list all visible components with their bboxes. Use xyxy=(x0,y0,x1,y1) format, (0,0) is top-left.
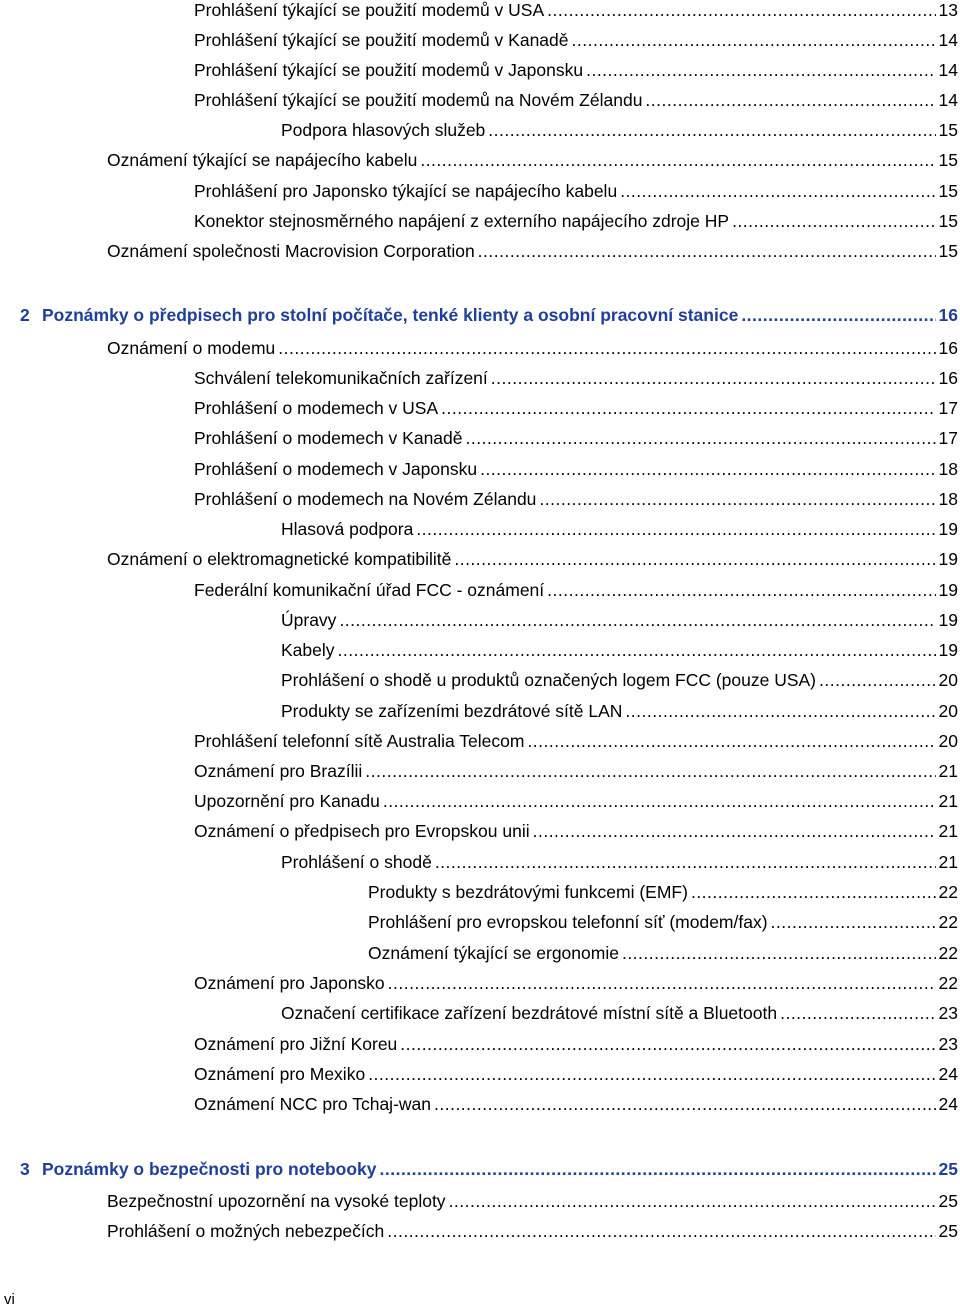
toc-title: Schválení telekomunikačních zařízení xyxy=(194,368,488,388)
page-number: vi xyxy=(4,1291,15,1308)
toc-title: Oznámení pro Jižní Koreu xyxy=(194,1034,398,1054)
toc-dot-leader xyxy=(368,1062,935,1086)
toc-title: Oznámení pro Mexiko xyxy=(194,1064,366,1084)
toc-dot-leader xyxy=(819,668,936,692)
toc-dot-leader xyxy=(416,517,935,541)
toc-entry[interactable] xyxy=(281,608,958,632)
toc-page-number: 14 xyxy=(938,30,958,50)
toc-dot-leader xyxy=(732,209,935,233)
toc-dot-leader xyxy=(338,638,936,662)
toc-page-number: 21 xyxy=(938,791,958,811)
toc-dot-leader xyxy=(780,1001,935,1025)
toc-title: Prohlášení o shodě xyxy=(281,852,432,872)
toc-entry[interactable] xyxy=(194,179,958,203)
toc-page-number: 23 xyxy=(938,1034,958,1054)
toc-entry[interactable] xyxy=(107,547,958,571)
toc-page-number: 19 xyxy=(938,519,958,539)
toc-page-number: 17 xyxy=(938,398,958,418)
toc-title: Bezpečnostní upozornění na vysoké teploty xyxy=(107,1191,446,1211)
toc-dot-leader xyxy=(441,396,935,420)
toc-dot-leader xyxy=(435,850,936,874)
toc-dot-leader xyxy=(420,148,935,172)
toc-dot-leader xyxy=(488,118,935,142)
toc-dot-leader xyxy=(434,1092,936,1116)
toc-title: Označení certifikace zařízení bezdrátové místní sítě a Bluetooth xyxy=(281,1003,778,1023)
toc-page-number: 22 xyxy=(938,943,958,963)
toc-entry[interactable] xyxy=(281,699,958,723)
toc-title: Oznámení NCC pro Tchaj-wan xyxy=(194,1094,431,1114)
toc-dot-leader xyxy=(365,759,935,783)
toc-title: Oznámení o předpisech pro Evropskou unii xyxy=(194,821,530,841)
toc-title: Podpora hlasových služeb xyxy=(281,120,486,140)
toc-dot-leader xyxy=(387,1219,935,1243)
toc-entry[interactable] xyxy=(107,336,958,360)
toc-page-number: 16 xyxy=(938,338,958,358)
toc-page-number: 15 xyxy=(938,211,958,231)
toc-entry[interactable] xyxy=(107,239,958,263)
toc-title: Prohlášení o modemech na Novém Zélandu xyxy=(194,489,537,509)
toc-dot-leader xyxy=(339,608,935,632)
toc-page-number: 25 xyxy=(938,1221,958,1241)
toc-page-number: 25 xyxy=(938,1159,958,1179)
toc-chapter-number: 3 xyxy=(20,1159,30,1179)
toc-title: Oznámení společnosti Macrovision Corporation xyxy=(107,241,475,261)
toc-entry[interactable] xyxy=(107,1189,958,1213)
toc-page-number: 24 xyxy=(938,1064,958,1084)
toc-entry[interactable] xyxy=(194,819,958,843)
toc-title: Oznámení pro Japonsko xyxy=(194,973,385,993)
toc-entry[interactable] xyxy=(194,971,958,995)
toc-entry[interactable] xyxy=(194,1032,958,1056)
toc-title: Kabely xyxy=(281,640,335,660)
toc-chapter-number: 2 xyxy=(20,305,30,325)
toc-dot-leader xyxy=(449,1189,936,1213)
toc-entry[interactable] xyxy=(281,517,958,541)
toc-page-number: 22 xyxy=(938,973,958,993)
toc-title: Prohlášení o modemech v USA xyxy=(194,398,439,418)
toc-page-number: 22 xyxy=(938,882,958,902)
toc-title: Prohlášení o shodě u produktů označených logem FCC (pouze USA) xyxy=(281,670,817,690)
toc-title: Federální komunikační úřad FCC - oznámení xyxy=(194,580,545,600)
toc-title: Úpravy xyxy=(281,610,337,630)
toc-entry[interactable] xyxy=(194,58,958,82)
toc-page-number: 15 xyxy=(938,120,958,140)
toc-page-number: 25 xyxy=(938,1191,958,1211)
toc-title: Prohlášení pro Japonsko týkající se napájecího kabelu xyxy=(194,181,618,201)
toc-page-number: 20 xyxy=(938,701,958,721)
toc-page-number: 21 xyxy=(938,852,958,872)
toc-page-number: 19 xyxy=(938,610,958,630)
toc-title: Oznámení týkající se napájecího kabelu xyxy=(107,150,418,170)
toc-entry[interactable] xyxy=(281,668,958,692)
toc-page-number: 16 xyxy=(938,305,958,325)
toc-page-number: 23 xyxy=(938,1003,958,1023)
toc-title: Oznámení pro Brazílii xyxy=(194,761,363,781)
toc-dot-leader xyxy=(771,910,936,934)
toc-page-number: 24 xyxy=(938,1094,958,1114)
toc-title: Produkty se zařízeními bezdrátové sítě LAN xyxy=(281,701,623,721)
toc-page-number: 15 xyxy=(938,241,958,261)
toc-entry[interactable] xyxy=(368,941,958,965)
toc-dot-leader xyxy=(454,547,935,571)
toc-page-number: 17 xyxy=(938,428,958,448)
toc-entry[interactable] xyxy=(194,789,958,813)
toc-page-number: 21 xyxy=(938,761,958,781)
toc-title: Produkty s bezdrátovými funkcemi (EMF) xyxy=(368,882,688,902)
toc-page-number: 19 xyxy=(938,549,958,569)
toc-dot-leader xyxy=(480,457,935,481)
toc-dot-leader xyxy=(278,336,935,360)
toc-dot-leader xyxy=(741,303,935,327)
toc-page-number: 18 xyxy=(938,459,958,479)
toc-title: Prohlášení telefonní sítě Australia Telecom xyxy=(194,731,525,751)
toc-dot-leader xyxy=(466,426,936,450)
toc-entry[interactable] xyxy=(194,396,958,420)
toc-entry[interactable] xyxy=(194,426,958,450)
toc-dot-leader xyxy=(625,699,935,723)
toc-entry[interactable] xyxy=(194,28,958,52)
toc-dot-leader xyxy=(400,1032,935,1056)
toc-entry[interactable] xyxy=(281,118,958,142)
toc-page-number: 18 xyxy=(938,489,958,509)
toc-chapter[interactable] xyxy=(20,303,958,327)
toc-entry[interactable] xyxy=(194,209,958,233)
toc-entry[interactable] xyxy=(107,1219,958,1243)
toc-dot-leader xyxy=(691,880,936,904)
toc-dot-leader xyxy=(547,0,935,22)
toc-entry[interactable] xyxy=(194,729,958,753)
toc-chapter[interactable] xyxy=(20,1157,958,1181)
toc-dot-leader xyxy=(622,941,936,965)
toc-title: Prohlášení týkající se použití modemů v Kanadě xyxy=(194,30,569,50)
toc-entry[interactable] xyxy=(107,148,958,172)
toc-title: Poznámky o bezpečnosti pro notebooky xyxy=(42,1159,377,1179)
toc-title: Oznámení o modemu xyxy=(107,338,276,358)
toc-dot-leader xyxy=(527,729,935,753)
toc-entry[interactable] xyxy=(194,1092,958,1116)
toc-page-number: 16 xyxy=(938,368,958,388)
toc-title: Oznámení o elektromagnetické kompatibilitě xyxy=(107,549,452,569)
toc-title: Prohlášení týkající se použití modemů v USA xyxy=(194,0,545,20)
toc-title: Prohlášení o možných nebezpečích xyxy=(107,1221,385,1241)
toc-page-number: 14 xyxy=(938,60,958,80)
toc-entry[interactable] xyxy=(194,578,958,602)
toc-title: Poznámky o předpisech pro stolní počítače, tenké klienty a osobní pracovní stanice xyxy=(42,305,739,325)
toc-dot-leader xyxy=(383,789,936,813)
toc-title: Prohlášení týkající se použití modemů v Japonsku xyxy=(194,60,584,80)
toc-entry[interactable] xyxy=(194,457,958,481)
toc-page-number: 20 xyxy=(938,670,958,690)
toc-entry[interactable] xyxy=(194,88,958,112)
toc-title: Prohlášení o modemech v Kanadě xyxy=(194,428,463,448)
toc-page-number: 21 xyxy=(938,821,958,841)
toc-entry[interactable] xyxy=(281,1001,958,1025)
toc-dot-leader xyxy=(533,819,936,843)
toc-entry[interactable] xyxy=(194,0,958,22)
toc-title: Hlasová podpora xyxy=(281,519,414,539)
toc-dot-leader xyxy=(645,88,935,112)
toc-page-number: 15 xyxy=(938,150,958,170)
toc-page-number: 14 xyxy=(938,90,958,110)
toc-entry[interactable] xyxy=(281,638,958,662)
toc-title: Prohlášení týkající se použití modemů na Novém Zélandu xyxy=(194,90,643,110)
toc-dot-leader xyxy=(380,1157,936,1181)
toc-entry[interactable] xyxy=(194,759,958,783)
toc-dot-leader xyxy=(586,58,935,82)
toc-page-number: 19 xyxy=(938,580,958,600)
toc-dot-leader xyxy=(491,366,936,390)
toc-title: Oznámení týkající se ergonomie xyxy=(368,943,619,963)
toc-title: Konektor stejnosměrného napájení z externího napájecího zdroje HP xyxy=(194,211,730,231)
toc-dot-leader xyxy=(388,971,936,995)
toc-title: Prohlášení pro evropskou telefonní síť (modem/fax) xyxy=(368,912,768,932)
toc-entry[interactable] xyxy=(281,850,958,874)
toc-page-number: 20 xyxy=(938,731,958,751)
toc-entry[interactable] xyxy=(368,910,958,934)
toc-title: Prohlášení o modemech v Japonsku xyxy=(194,459,478,479)
toc-page-number: 19 xyxy=(938,640,958,660)
toc-page-number: 22 xyxy=(938,912,958,932)
toc-dot-leader xyxy=(620,179,935,203)
toc-entry[interactable] xyxy=(194,366,958,390)
toc-entry[interactable] xyxy=(194,487,958,511)
toc-dot-leader xyxy=(547,578,935,602)
toc-entry[interactable] xyxy=(194,1062,958,1086)
toc-dot-leader xyxy=(539,487,935,511)
toc-title: Upozornění pro Kanadu xyxy=(194,791,380,811)
toc-entry[interactable] xyxy=(368,880,958,904)
toc-dot-leader xyxy=(478,239,936,263)
toc-page-number: 15 xyxy=(938,181,958,201)
toc-dot-leader xyxy=(572,28,936,52)
toc-page-number: 13 xyxy=(938,0,958,20)
